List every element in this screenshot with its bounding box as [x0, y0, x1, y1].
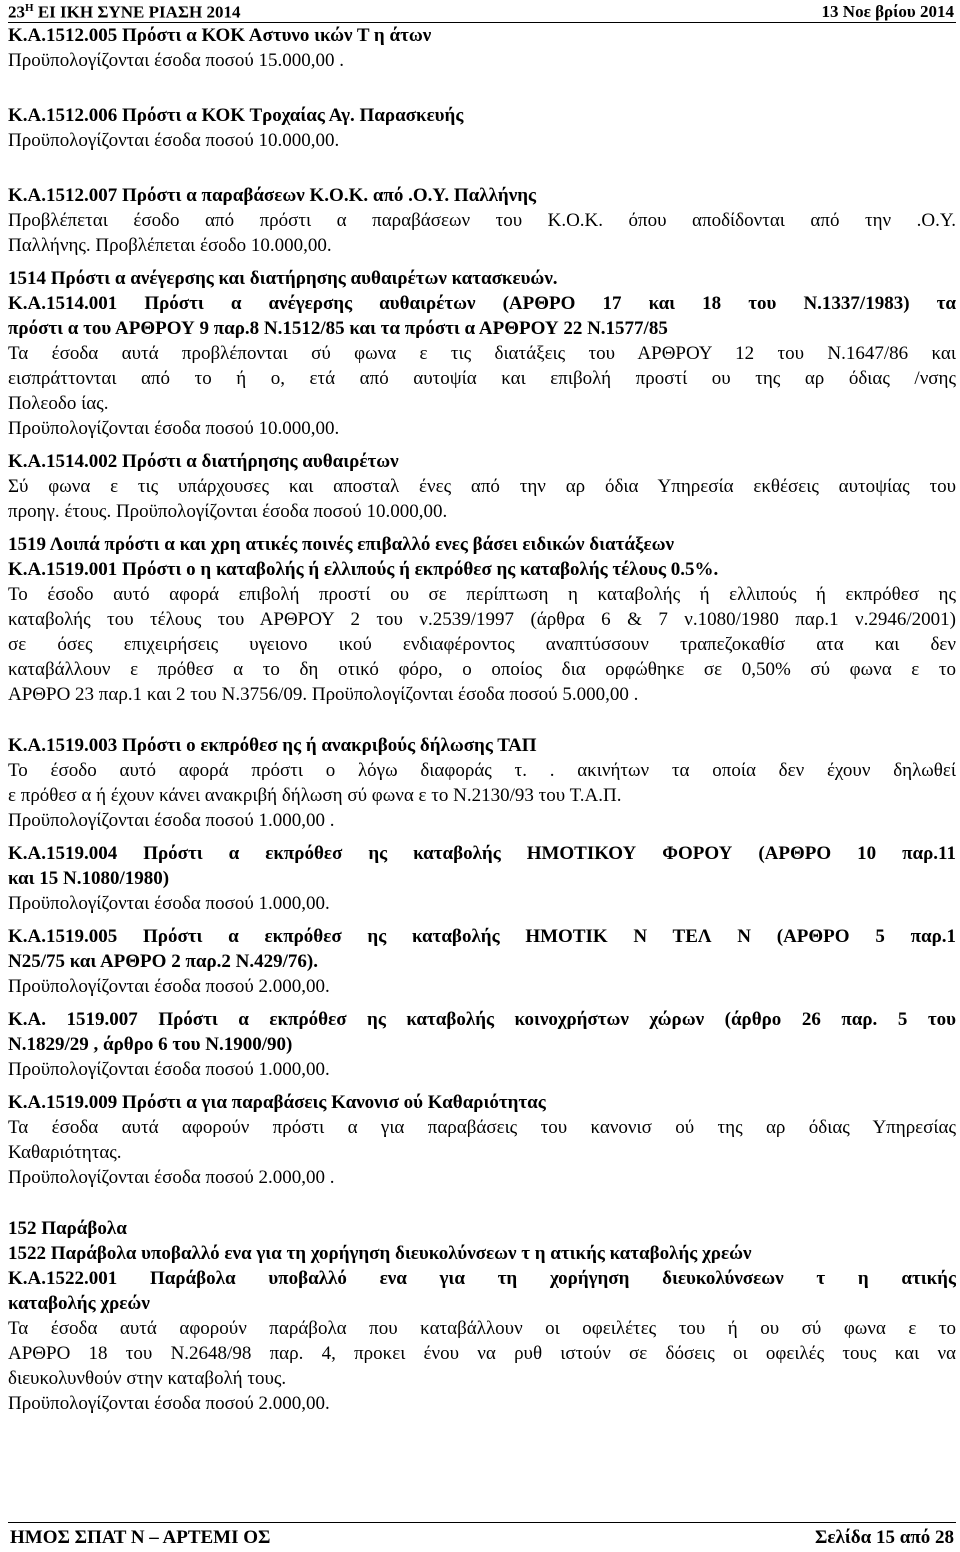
line-text: καταβάλλουν ε πρόθεσ α το δη οτικό φόρο, ο οποίος δια ορφώθηκε σε 0,50% σύ φωνα ε το	[8, 659, 956, 680]
footer-page-number: Σελίδα 15 από 28	[815, 1527, 954, 1548]
line-amount: Προϋπολογίζονται έσοδα ποσού 15.000,00 .	[8, 50, 344, 71]
header-date: 13 Νοε βρίου 2014	[821, 2, 954, 21]
line-code-title: Κ.Α.1512.005 Πρόστι α ΚΟΚ Αστυνο ικών Τ η άτων	[8, 25, 432, 46]
header-session-title: $23^H$ ΕΙ ΙΚΗ ΣΥΝΕ ΡΙΑΣΗ 2014	[8, 2, 241, 22]
line-code-title: Κ.Α.1519.009 Πρόστι α για παραβάσεις Κανονισ ού Καθαριότητας	[8, 1092, 546, 1113]
line-amount: προηγ. έτους. Προϋπολογίζονται έσοδα ποσού 10.000,00.	[8, 501, 448, 522]
line-text: Το έσοδο αυτό αφορά επιβολή προστί ου σε περίπτωση η καταβολής ή ελλιπούς ή εκπρόθεσ ης	[8, 584, 956, 605]
line-text: διευκολυνθούν στην καταβολή τους.	[8, 1368, 287, 1389]
line-amount: Προϋπολογίζονται έσοδα ποσού 2.000,00.	[8, 1393, 330, 1414]
line-text: Πολεοδο ίας.	[8, 393, 109, 414]
line-text: Σύ φωνα ε τις υπάρχουσες και αποσταλ ένες από την αρ όδια Υπηρεσία εκθέσεις αυτοψίας του	[8, 476, 956, 497]
line-amount: Προϋπολογίζονται έσοδα ποσού 1.000,00.	[8, 1059, 330, 1080]
line-code-title: Ν25/75 και ΑΡΘΡΟ 2 παρ.2 Ν.429/76).	[8, 951, 318, 972]
line-code-title: Κ.Α.1512.007 Πρόστι α παραβάσεων Κ.Ο.Κ. από .Ο.Υ. Παλλήνης	[8, 185, 537, 206]
line-section-title: 152 Παράβολα	[8, 1218, 127, 1239]
line-code-title: και 15 Ν.1080/1980)	[8, 868, 170, 889]
line-code-title: Κ.Α.1519.005 Πρόστι α εκπρόθεσ ης καταβολής ΗΜΟΤΙΚ Ν ΤΕΛ Ν (ΑΡΘΡΟ 5 παρ.1	[8, 926, 956, 947]
line-code-title: Ν.1829/29 , άρθρο 6 του Ν.1900/90)	[8, 1034, 293, 1055]
document-page	[8, 0, 956, 1548]
line-code-title: Κ.Α.1514.002 Πρόστι α διατήρησης αυθαιρέτων	[8, 451, 399, 472]
page-footer	[8, 1522, 956, 1549]
line-text: Προβλέπεται έσοδο από πρόστι α παραβάσεων του Κ.Ο.Κ. όπου αποδίδονται από την .Ο.Υ.	[8, 210, 956, 231]
line-code-title: Κ.Α.1512.006 Πρόστι α ΚΟΚ Τροχαίας Αγ. Παρασκευής	[8, 105, 464, 126]
page-header	[8, 0, 956, 23]
line-amount: Προϋπολογίζονται έσοδα ποσού 10.000,00.	[8, 418, 340, 439]
line-code-title: Κ.Α.1519.003 Πρόστι ο εκπρόθεσ ης ή ανακριβούς δήλωσης ΤΑΠ	[8, 735, 537, 756]
line-code-title: Κ.Α.1522.001 Παράβολα υποβαλλό ενα για τη χορήγηση διευκολύνσεων τ η ατικής	[8, 1268, 956, 1289]
line-amount: Προϋπολογίζονται έσοδα ποσού 2.000,00.	[8, 976, 330, 997]
line-text: Το έσοδο αυτό αφορά πρόστι ο λόγω διαφοράς τ. . ακινήτων τα οποία δεν έχουν δηλωθεί	[8, 760, 956, 781]
line-text: ΑΡΘΡΟ 18 του Ν.2648/98 παρ. 4, προκει ένου να ρυθ ιστούν σε δόσεις οι οφειλές τους και να	[8, 1343, 956, 1364]
line-amount: Προϋπολογίζονται έσοδα ποσού 1.000,00 .	[8, 810, 335, 831]
line-text: Τα έσοδα αυτά προβλέπονται σύ φωνα ε τις διατάξεις του ΑΡΘΡΟΥ 12 του Ν.1647/86 και	[8, 343, 956, 364]
line-code-title: Κ.Α.1519.001 Πρόστι ο η καταβολής ή ελλιπούς ή εκπρόθεσ ης καταβολής τέλους 0.5%.	[8, 559, 719, 580]
line-text: Τα έσοδα αυτά αφορούν πρόστι α για παραβάσεις του κανονισ ού της αρ όδιας Υπηρεσίας	[8, 1117, 956, 1138]
line-code-title: καταβολής χρεών	[8, 1293, 150, 1314]
line-text: Τα έσοδα αυτά αφορούν παράβολα που καταβάλλουν οι οφειλέτες του ή ου σύ φωνα ε το	[8, 1318, 956, 1339]
line-code-title: Κ.Α.1514.001 Πρόστι α ανέγερσης αυθαιρέτων (ΑΡΘΡΟ 17 και 18 του Ν.1337/1983) τα	[8, 293, 956, 314]
line-text: εισπράττονται από το ή ο, ετά από αυτοψία και επιβολή προστί ου της αρ όδιας /νσης	[8, 368, 956, 389]
line-amount: Προϋπολογίζονται έσοδα ποσού 1.000,00.	[8, 893, 330, 914]
line-amount: Προϋπολογίζονται έσοδα ποσού 10.000,00.	[8, 130, 340, 151]
line-section-title: 1519 Λοιπά πρόστι α και χρη ατικές ποινές επιβαλλό ενες βάσει ειδικών διατάξεων	[8, 534, 674, 555]
line-amount: Προϋπολογίζονται έσοδα ποσού 2.000,00 .	[8, 1167, 335, 1188]
line-text: ε πρόθεσ α ή έχουν κάνει ανακριβή δήλωση σύ φωνα ε το Ν.2130/93 του Τ.Α.Π.	[8, 785, 622, 806]
footer-municipality: ΗΜΟΣ ΣΠΑΤ Ν – ΑΡΤΕΜΙ ΟΣ	[10, 1527, 271, 1548]
line-section-title: 1514 Πρόστι α ανέγερσης και διατήρησης αυθαιρέτων κατασκευών.	[8, 268, 558, 289]
line-code-title: πρόστι α του ΑΡΘΡΟΥ 9 παρ.8 Ν.1512/85 και τα πρόστι α ΑΡΘΡΟΥ 22 Ν.1577/85	[8, 318, 668, 339]
line-text: καταβολής του τέλους του ΑΡΘΡΟΥ 2 του ν.2539/1997 (άρθρα 6 & 7 ν.1080/1980 παρ.1 ν.2946/2001)	[8, 609, 956, 630]
line-code-title: Κ.Α.1519.004 Πρόστι α εκπρόθεσ ης καταβολής ΗΜΟΤΙΚΟΥ ΦΟΡΟΥ (ΑΡΘΡΟ 10 παρ.11	[8, 843, 956, 864]
line-code-title: Κ.Α. 1519.007 Πρόστι α εκπρόθεσ ης καταβολής κοινοχρήστων χώρων (άρθρο 26 παρ. 5 του	[8, 1009, 956, 1030]
line-text: Καθαριότητας.	[8, 1142, 122, 1163]
line-text: σε όσες επιχειρήσεις υγειονο ικού ενδιαφέροντος αναπτύσσουν τραπεζοκαθίσ ατα και δεν	[8, 634, 956, 655]
line-section-title: 1522 Παράβολα υποβαλλό ενα για τη χορήγηση διευκολύνσεων τ η ατικής καταβολής χρεών	[8, 1243, 752, 1264]
line-amount: ΑΡΘΡΟ 23 παρ.1 και 2 του Ν.3756/09. Προϋπολογίζονται έσοδα ποσού 5.000,00 .	[8, 684, 639, 705]
line-text: Παλλήνης. Προβλέπεται έσοδο 10.000,00.	[8, 235, 332, 256]
